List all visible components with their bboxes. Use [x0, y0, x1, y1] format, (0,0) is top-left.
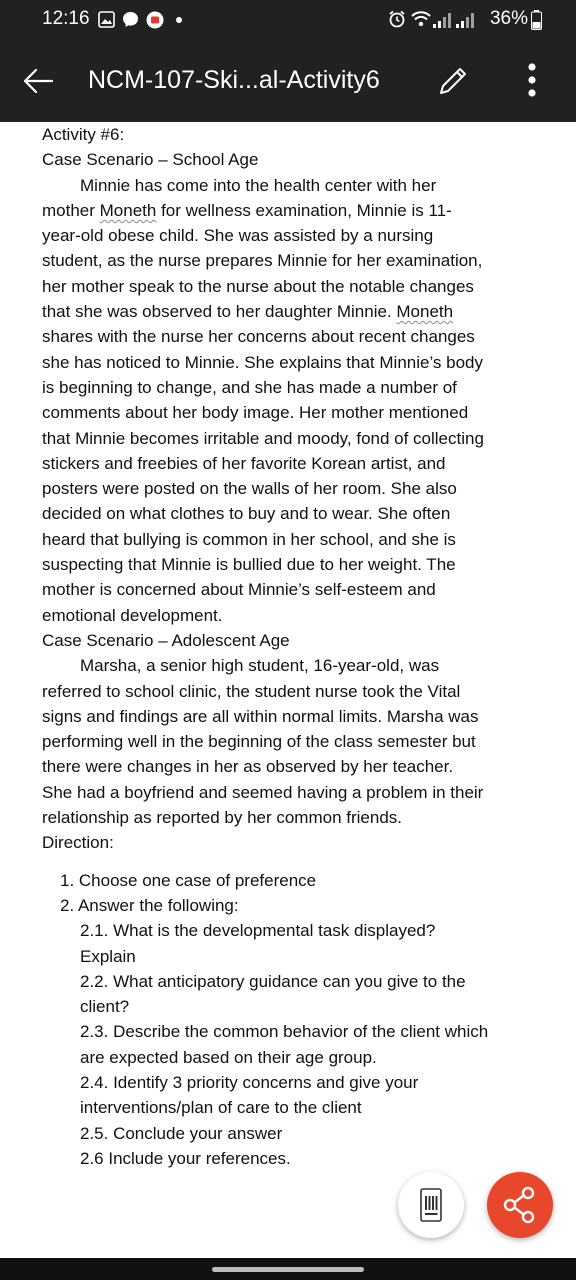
dot-icon — [176, 17, 182, 23]
list-item: interventions/plan of care to the client — [80, 1098, 362, 1118]
document-body — [42, 122, 542, 1171]
case1-heading: Case Scenario – School Age — [42, 150, 259, 170]
status-bar — [0, 0, 576, 40]
list-item: 2. Answer the following: — [60, 895, 239, 915]
case1-paragraph: Minnie has come into the health center with her mother Moneth for wellness examination, Minnie is 11- year-old obese child. She was assisted by a nursing student, as the nurse prepares Minnie for her examination, her mother speak to the nurse about the notable changes that she was observed to her daughter Minnie. Moneth shares with the nurse her concerns about recent changes she has noticed to Minnie. She explains that Minnie’s body is beginning to change, and she has made a number of comments about her body image. Her mother mentioned that Minnie becomes irritable and moody, fond of collecting stickers and freebies of her favorite Korean artist, and posters were posted on the walls of her room. She also decided on what clothes to buy and to wear. She often heard that bullying is common in her school, and she is suspecting that Minnie is bullied due to her weight. The mother is concerned about Minnie’s self-esteem and emotional development. — [42, 175, 484, 625]
direction-label: Direction: — [42, 833, 114, 853]
list-item: 2.1. What is the developmental task displayed? — [80, 921, 436, 941]
system-nav-bar — [0, 1258, 576, 1280]
list-item: Explain — [80, 946, 136, 966]
home-gesture-handle[interactable] — [212, 1267, 364, 1272]
status-time: 12:16 — [42, 8, 90, 29]
notification-app-icon — [146, 11, 164, 29]
page-view-icon — [398, 1172, 464, 1238]
spellcheck-word: Moneth — [99, 200, 157, 220]
case2-heading: Case Scenario – Adolescent Age — [42, 630, 290, 650]
image-icon — [98, 11, 115, 28]
list-item: 2.4. Identify 3 priority concerns and give your — [80, 1072, 419, 1092]
sub-list — [42, 918, 542, 1171]
more-vert-icon[interactable] — [522, 62, 542, 98]
list-item: client? — [80, 997, 130, 1017]
app-bar — [0, 40, 576, 122]
share-button[interactable] — [487, 1172, 553, 1238]
wifi-icon — [411, 11, 431, 27]
activity-title: Activity #6: — [42, 125, 125, 144]
list-item: 2.2. What anticipatory guidance can you give to the — [80, 971, 466, 991]
battery-icon — [531, 10, 542, 30]
list-item: 2.6 Include your references. — [80, 1148, 291, 1168]
signal-icon — [433, 12, 453, 28]
list-item: are expected based on their age group. — [80, 1047, 377, 1067]
back-arrow-icon[interactable] — [22, 64, 56, 98]
share-icon — [487, 1172, 553, 1238]
messenger-icon — [122, 11, 139, 28]
case2-paragraph: Marsha, a senior high student, 16-year-old, was referred to school clinic, the student nurse took the Vital signs and findings are all within normal limits. Marsha was performing well in the beginning of the class semester but there were changes in her as observed by her teacher. She had a boyfriend and seemed having a problem in their relationship as reported by her common friends. — [42, 656, 484, 828]
direction-list — [42, 868, 542, 919]
list-item: 2.5. Conclude your answer — [80, 1123, 283, 1143]
alarm-icon — [388, 10, 406, 28]
page-view-button[interactable] — [398, 1172, 464, 1238]
list-item: 1. Choose one case of preference — [60, 870, 317, 890]
signal-icon — [456, 12, 476, 28]
document-title: NCM-107-Ski...al-Activity6 — [88, 66, 380, 94]
edit-pencil-icon[interactable] — [436, 64, 470, 98]
list-item: 2.3. Describe the common behavior of the client which — [80, 1022, 489, 1042]
battery-percent: 36% — [489, 8, 528, 29]
spellcheck-word: Moneth — [396, 302, 454, 322]
